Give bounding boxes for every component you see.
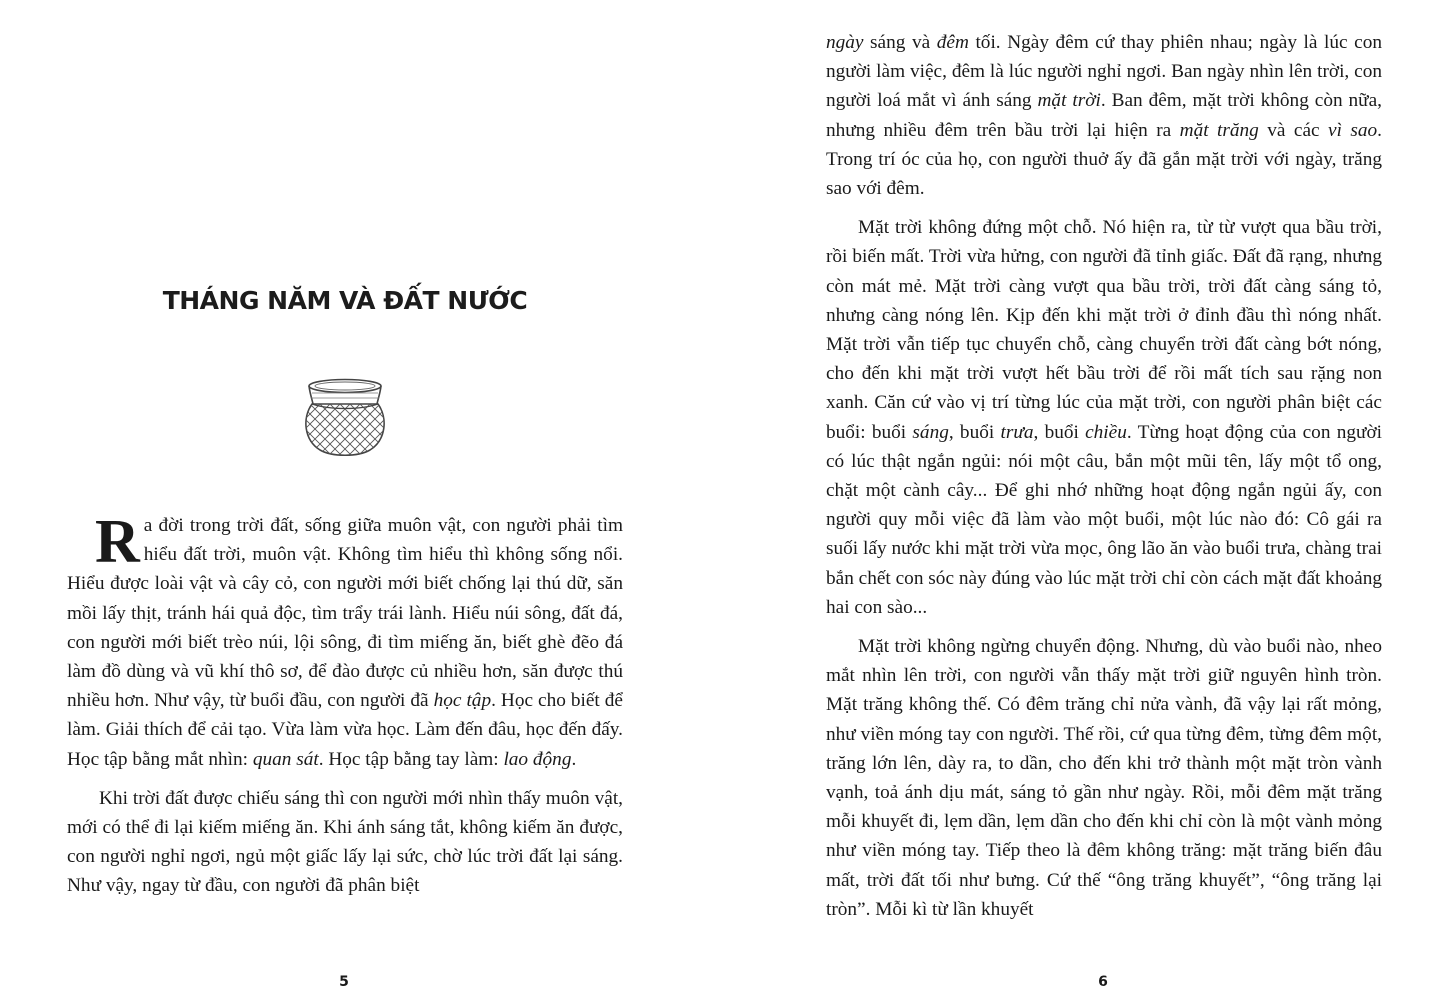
- paragraph: Ra đời trong trời đất, sống giữa muôn vật, con người phải tìm hiểu đất trời, muôn vật. Không tìm hiểu thì không sống nổi. Hiểu được loài vật và cây cỏ, con người mới biết chống lại thú dữ, săn mồi lấy thịt, tránh hái quả độc, tìm trẩy trái lành. Hiểu núi sông, đất đá, con người mới biết trèo núi, lội sông, đi tìm miếng ăn, biết ghè đẽo đá làm đồ dùng và vũ khí thô sơ, để đào được củ nhiều hơn, săn được thú nhiều hơn. Như vậy, từ buổi đầu, con người đã học tập. Học cho biết để làm. Giải thích để cải tạo. Vừa làm vừa học. Làm đến đâu, học đến đấy. Học tập bằng mắt nhìn: quan sát. Học tập bằng tay làm: lao động.: [67, 508, 623, 770]
- right-page-body: [826, 28, 1382, 924]
- chapter-title: THÁNG NĂM VÀ ĐẤT NƯỚC: [162, 286, 528, 315]
- paragraph: ngày sáng và đêm tối. Ngày đêm cứ thay phiên nhau; ngày là lúc con người làm việc, đêm là lúc người nghỉ ngơi. Ban ngày nhìn lên trời, con người loá mắt vì ánh sáng mặt trời. Ban đêm, mặt trời không còn nữa, nhưng nhiều đêm trên bầu trời lại hiện ra mặt trăng và các vì sao. Trong trí óc của họ, con người thuở ấy đã gắn mặt trời với ngày, trăng sao với đêm.: [826, 32, 1382, 200]
- left-page-body: [67, 508, 623, 901]
- paragraph: Khi trời đất được chiếu sáng thì con người mới nhìn thấy muôn vật, mới có thể đi lại kiếm miếng ăn. Khi ánh sáng tắt, không kiếm ăn được, con người nghỉ ngơi, ngủ một giấc lấy lại sức, chờ lúc trời đất lại sáng. Như vậy, ngay từ đầu, con người đã phân biệt: [67, 787, 623, 897]
- left-page: [0, 0, 722, 994]
- page-number: 6: [1098, 974, 1108, 990]
- right-page: [722, 0, 1445, 994]
- page-number: 5: [339, 974, 349, 990]
- paragraph: Mặt trời không đứng một chỗ. Nó hiện ra, từ từ vượt qua bầu trời, rồi biến mất. Trời vừa hửng, con người đã tỉnh giấc. Đất đã rạng, nhưng còn mát mẻ. Mặt trời càng vượt qua bầu trời, trời đất càng sáng tỏ, nhưng càng nóng lên. Kịp đến khi mặt trời ở đỉnh đầu thì nóng nhất. Mặt trời vẫn tiếp tục chuyển chỗ, càng chuyển trời đất càng bớt nóng, cho đến khi mặt trời vượt hết bầu trời để rồi mất tích sau rặng non xanh. Căn cứ vào vị trí từng lúc của mặt trời, con người phân biệt các buổi: buổi sáng, buổi trưa, buổi chiều. Từng hoạt động của con người có lúc thật ngắn ngủi: nói một câu, bắn một mũi tên, lấy một tổ ong, chặt một cành cây... Để ghi nhớ những hoạt động ngắn ngủi ấy, con người quy mỗi việc đã làm vào một buổi, một lúc nào đó: Cô gái ra suối lấy nước khi mặt trời vừa mọc, ông lão ăn vào buổi trưa, chàng trai bắn chết con sóc này đúng vào lúc mặt trời chỉ còn cách mặt đất khoảng hai con sào...: [826, 217, 1382, 618]
- paragraph: Mặt trời không ngừng chuyển động. Nhưng, dù vào buổi nào, nheo mắt nhìn lên trời, con người vẫn thấy mặt trời giữ nguyên hình tròn. Mặt trăng không thế. Có đêm trăng chỉ nửa vành, đã vậy lại rất mỏng, như viền móng tay con người. Thế rồi, cứ qua từng đêm, từng đêm một, trăng lớn lên, dày ra, to dần, cho đến khi trở thành một mặt tròn vành vạnh, toả ánh dịu mát, sáng tỏ gần như ngày. Rồi, mỗi đêm mặt trăng mỗi khuyết đi, lẹm dần, lẹm dần cho đến khi chỉ còn là một vành mỏng như viền móng tay. Tiếp theo là đêm không trăng: mặt trăng biến đâu mất, trời đất tối như bưng. Cứ thế “ông trăng khuyết”, “ông trăng lại tròn”. Mỗi kì từ lần khuyết: [826, 636, 1382, 920]
- woven-basket-icon: [300, 374, 390, 462]
- drop-cap: R: [95, 508, 140, 576]
